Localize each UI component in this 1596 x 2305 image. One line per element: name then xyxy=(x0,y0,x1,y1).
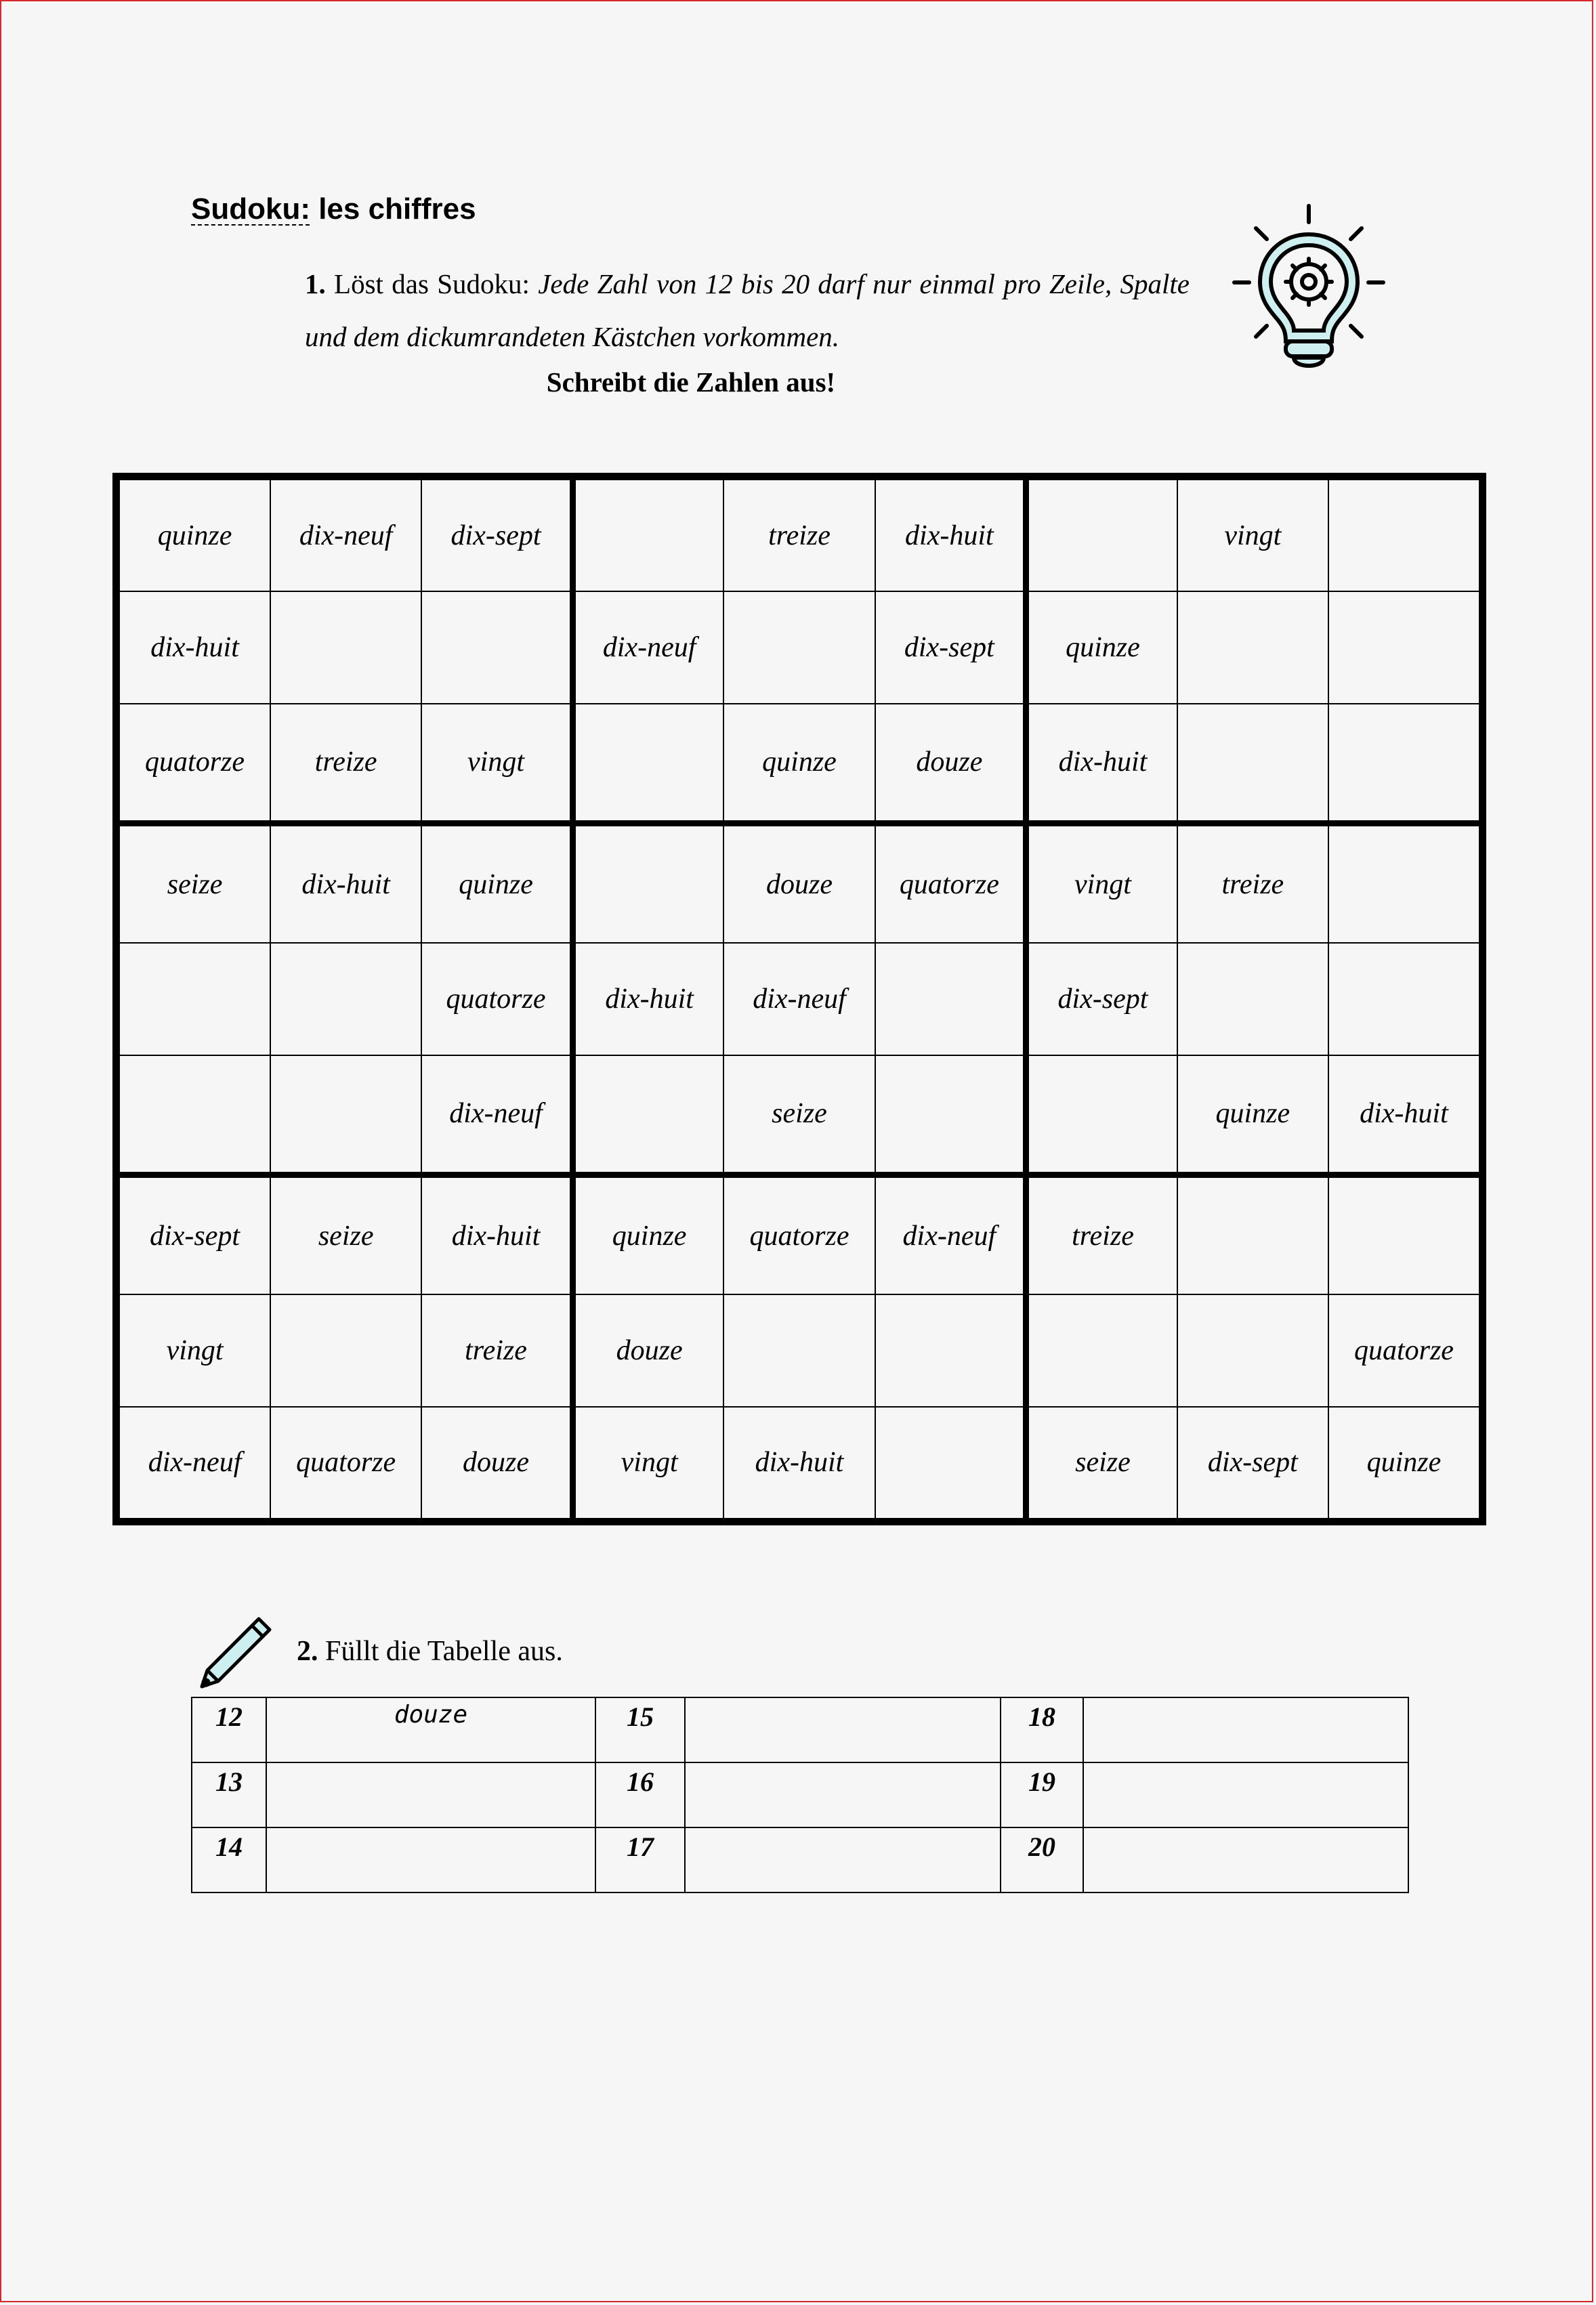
sudoku-cell[interactable] xyxy=(1177,704,1328,824)
sudoku-cell[interactable]: quinze xyxy=(421,823,572,943)
sudoku-cell[interactable]: dix-sept xyxy=(119,1175,270,1294)
title-rest: les chiffres xyxy=(310,192,476,226)
sudoku-cell[interactable] xyxy=(723,591,875,703)
word-answer-cell[interactable] xyxy=(685,1697,1001,1762)
number-cell: 12 xyxy=(192,1697,266,1762)
sudoku-cell[interactable]: dix-huit xyxy=(875,480,1026,591)
task1-bold-line: Schreibt die Zahlen aus! xyxy=(546,366,836,398)
page-title xyxy=(191,192,476,226)
sudoku-cell[interactable]: dix-neuf xyxy=(119,1407,270,1519)
sudoku-cell[interactable]: dix-huit xyxy=(1026,704,1177,824)
sudoku-cell[interactable] xyxy=(572,823,723,943)
sudoku-cell[interactable] xyxy=(1328,591,1479,703)
sudoku-cell[interactable]: quinze xyxy=(1177,1055,1328,1175)
sudoku-cell[interactable]: dix-huit xyxy=(723,1407,875,1519)
sudoku-cell[interactable]: quatorze xyxy=(421,943,572,1055)
sudoku-cell[interactable] xyxy=(119,943,270,1055)
sudoku-cell[interactable] xyxy=(421,591,572,703)
number-cell: 18 xyxy=(1001,1697,1083,1762)
sudoku-cell[interactable]: treize xyxy=(421,1294,572,1406)
sudoku-cell[interactable] xyxy=(1026,480,1177,591)
word-answer-cell[interactable] xyxy=(685,1762,1001,1827)
sudoku-cell[interactable] xyxy=(1026,1294,1177,1406)
title-underlined: Sudoku: xyxy=(191,192,310,226)
sudoku-cell[interactable]: vingt xyxy=(1026,823,1177,943)
task1-rule: Jede Zahl von 12 bis 20 darf nur einmal pro Zeile, Spalte und dem dickumrandeten Kästchen vorkommen. xyxy=(305,268,1190,352)
sudoku-cell[interactable]: vingt xyxy=(1177,480,1328,591)
word-answer-cell[interactable] xyxy=(266,1827,595,1892)
sudoku-cell[interactable]: seize xyxy=(270,1175,421,1294)
sudoku-cell[interactable]: dix-sept xyxy=(875,591,1026,703)
sudoku-cell[interactable]: vingt xyxy=(119,1294,270,1406)
sudoku-cell[interactable] xyxy=(119,1055,270,1175)
word-answer-cell[interactable] xyxy=(266,1762,595,1827)
sudoku-cell[interactable]: seize xyxy=(1026,1407,1177,1519)
task1-instruction xyxy=(305,257,1190,363)
sudoku-cell[interactable]: quinze xyxy=(1026,591,1177,703)
sudoku-table xyxy=(119,479,1480,1519)
sudoku-cell[interactable] xyxy=(1177,591,1328,703)
word-answer-cell[interactable] xyxy=(1083,1827,1408,1892)
number-cell: 17 xyxy=(595,1827,685,1892)
number-cell: 15 xyxy=(595,1697,685,1762)
sudoku-cell[interactable]: quatorze xyxy=(875,823,1026,943)
sudoku-cell[interactable] xyxy=(270,1294,421,1406)
sudoku-row xyxy=(119,591,1479,703)
sudoku-cell[interactable]: dix-neuf xyxy=(572,591,723,703)
sudoku-cell[interactable]: douze xyxy=(421,1407,572,1519)
task2-instruction xyxy=(297,1635,563,1668)
sudoku-cell[interactable] xyxy=(875,1294,1026,1406)
number-cell: 20 xyxy=(1001,1827,1083,1892)
task1-number: 1. xyxy=(305,268,326,299)
number-cell: 16 xyxy=(595,1762,685,1827)
sudoku-cell[interactable] xyxy=(1177,1175,1328,1294)
table-row xyxy=(192,1762,1408,1827)
sudoku-cell[interactable] xyxy=(1328,1175,1479,1294)
sudoku-cell[interactable]: dix-neuf xyxy=(875,1175,1026,1294)
sudoku-cell[interactable]: dix-huit xyxy=(572,943,723,1055)
sudoku-cell[interactable]: quinze xyxy=(723,704,875,824)
table-row xyxy=(192,1697,1408,1762)
word-answer-cell[interactable]: douze xyxy=(266,1697,595,1762)
sudoku-cell[interactable] xyxy=(1177,943,1328,1055)
sudoku-cell[interactable] xyxy=(1328,823,1479,943)
sudoku-cell[interactable]: dix-sept xyxy=(1177,1407,1328,1519)
sudoku-cell[interactable] xyxy=(1328,704,1479,824)
sudoku-cell[interactable]: treize xyxy=(1026,1175,1177,1294)
sudoku-cell[interactable]: seize xyxy=(119,823,270,943)
sudoku-grid xyxy=(112,473,1486,1525)
sudoku-cell[interactable] xyxy=(875,1055,1026,1175)
task1-text: Löst das Sudoku: xyxy=(325,268,539,299)
sudoku-cell[interactable]: quatorze xyxy=(119,704,270,824)
sudoku-cell[interactable] xyxy=(270,591,421,703)
table-row xyxy=(192,1827,1408,1892)
number-cell: 13 xyxy=(192,1762,266,1827)
sudoku-cell[interactable]: dix-sept xyxy=(1026,943,1177,1055)
task2-number: 2. xyxy=(297,1636,318,1667)
sudoku-cell[interactable]: dix-neuf xyxy=(723,943,875,1055)
sudoku-cell[interactable] xyxy=(1328,480,1479,591)
sudoku-cell[interactable]: dix-neuf xyxy=(421,1055,572,1175)
sudoku-cell[interactable] xyxy=(572,480,723,591)
sudoku-cell[interactable]: vingt xyxy=(421,704,572,824)
number-words-table xyxy=(191,1697,1409,1893)
sudoku-row xyxy=(119,1055,1479,1175)
sudoku-cell[interactable] xyxy=(270,1055,421,1175)
sudoku-cell[interactable]: quatorze xyxy=(270,1407,421,1519)
sudoku-row xyxy=(119,1407,1479,1519)
pencil-icon xyxy=(194,1613,275,1695)
sudoku-cell[interactable]: treize xyxy=(1177,823,1328,943)
sudoku-cell[interactable]: dix-huit xyxy=(421,1175,572,1294)
sudoku-cell[interactable] xyxy=(1328,943,1479,1055)
sudoku-cell[interactable]: dix-sept xyxy=(421,480,572,591)
sudoku-row xyxy=(119,480,1479,591)
sudoku-cell[interactable]: treize xyxy=(270,704,421,824)
sudoku-cell[interactable] xyxy=(1026,1055,1177,1175)
sudoku-cell[interactable]: seize xyxy=(723,1055,875,1175)
sudoku-row xyxy=(119,823,1479,943)
sudoku-cell[interactable]: douze xyxy=(875,704,1026,824)
sudoku-cell[interactable]: dix-neuf xyxy=(270,480,421,591)
sudoku-cell[interactable]: quinze xyxy=(572,1175,723,1294)
lightbulb-gear-icon xyxy=(1221,198,1397,387)
sudoku-cell[interactable] xyxy=(572,704,723,824)
word-answer-cell[interactable] xyxy=(1083,1697,1408,1762)
sudoku-cell[interactable]: quatorze xyxy=(1328,1294,1479,1406)
number-cell: 19 xyxy=(1001,1762,1083,1827)
word-answer-cell[interactable] xyxy=(1083,1762,1408,1827)
number-cell: 14 xyxy=(192,1827,266,1892)
sudoku-cell[interactable] xyxy=(875,1407,1026,1519)
sudoku-row xyxy=(119,704,1479,824)
sudoku-cell[interactable]: quatorze xyxy=(723,1175,875,1294)
sudoku-cell[interactable] xyxy=(723,1294,875,1406)
sudoku-cell[interactable]: dix-huit xyxy=(270,823,421,943)
sudoku-cell[interactable]: vingt xyxy=(572,1407,723,1519)
sudoku-cell[interactable] xyxy=(572,1055,723,1175)
sudoku-cell[interactable]: dix-huit xyxy=(119,591,270,703)
word-answer-cell[interactable] xyxy=(685,1827,1001,1892)
sudoku-row xyxy=(119,1175,1479,1294)
sudoku-row xyxy=(119,1294,1479,1406)
sudoku-cell[interactable] xyxy=(1177,1294,1328,1406)
sudoku-cell[interactable] xyxy=(270,943,421,1055)
sudoku-row xyxy=(119,943,1479,1055)
sudoku-cell[interactable]: dix-huit xyxy=(1328,1055,1479,1175)
sudoku-cell[interactable]: douze xyxy=(723,823,875,943)
sudoku-cell[interactable]: quinze xyxy=(119,480,270,591)
task2-text: Füllt die Tabelle aus. xyxy=(318,1636,563,1667)
sudoku-cell[interactable]: quinze xyxy=(1328,1407,1479,1519)
sudoku-cell[interactable]: treize xyxy=(723,480,875,591)
sudoku-cell[interactable] xyxy=(875,943,1026,1055)
sudoku-cell[interactable]: douze xyxy=(572,1294,723,1406)
